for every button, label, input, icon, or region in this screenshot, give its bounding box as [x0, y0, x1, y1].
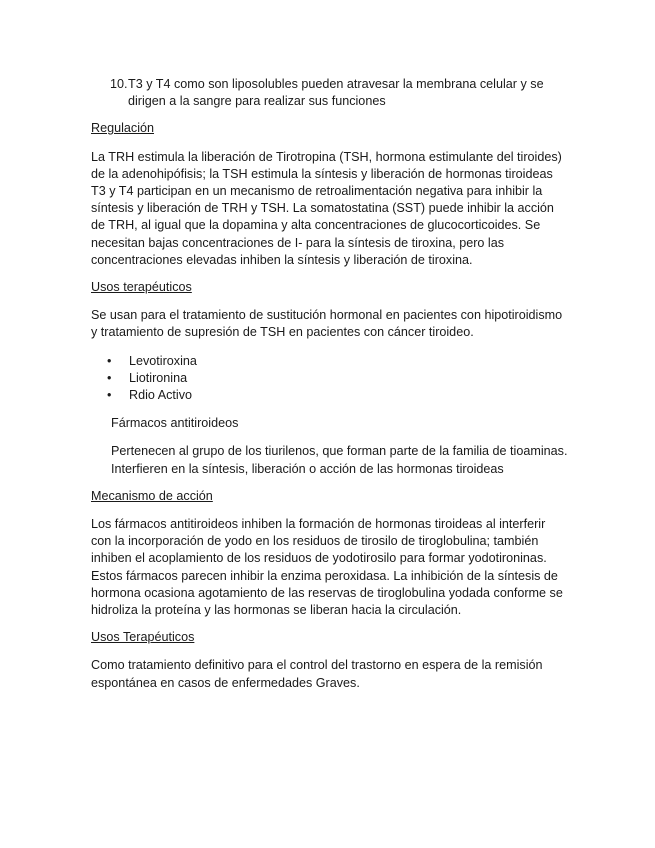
item-text: T3 y T4 como son liposolubles pueden atravesar la membrana celular y se dirigen a la sangre para realizar sus funciones — [128, 77, 544, 109]
subtitle-farmacos-antitiroideos: Fármacos antitiroideos — [111, 416, 239, 431]
heading-mecanismo-de-accion: Mecanismo de acción — [91, 488, 213, 503]
paragraph-mecanismo-de-accion: Los fármacos antitiroideos inhiben la formación de hormonas tiroideas al interferir con la incorporación de yodo en los residuos de tirosilo de tiroglobulina; también inhiben el acoplamiento de los residuos de yodotirosilo para formar yodotironinas. Estos fármacos parecen inhibir la enzima peroxidasa. La inhibición de la síntesis de hormona ocasiona agotamiento de las reservas de tiroglobulina yodada conforme se hidroliza la proteína y las hormonas se liberan hacia la circulación. — [91, 517, 563, 618]
drug-list — [91, 353, 569, 405]
item-number: 10. — [110, 77, 128, 91]
list-item — [107, 353, 569, 370]
heading-usos-terapeuticos-2: Usos Terapéuticos — [91, 630, 195, 645]
list-item — [107, 387, 569, 404]
list-item-label: Rdio Activo — [129, 388, 192, 403]
paragraph-regulacion: La TRH estimula la liberación de Tirotropina (TSH, hormona estimulante del tiroides) de la adenohipófisis; la TSH estimula la síntesis y liberación de hormonas tiroideas T3 y T4 participan en un mecanismo de retroalimentación negativa para inhibir la síntesis y liberación de TRH y TSH. La somatostatina (SST) puede inhibir la acción de TRH, al igual que la dopamina y alta concentraciones de glucocorticoides. Se necesitan bajas concentraciones de I- para la síntesis de tiroxina, pero las concentraciones elevadas inhiben la síntesis y liberación de tiroxina. — [91, 149, 562, 267]
paragraph-usos-terapeuticos: Se usan para el tratamiento de sustitución hormonal en pacientes con hipotiroidismo y tratamiento de supresión de TSH en pacientes con cáncer tiroideo. — [91, 308, 563, 340]
numbered-item-10 — [110, 76, 569, 110]
list-item-label: Liotironina — [129, 370, 188, 385]
bullet-icon: • — [107, 370, 112, 385]
paragraph-farmacos-antitiroideos: Pertenecen al grupo de los tiurilenos, que forman parte de la familia de tioaminas. Interfieren en la síntesis, liberación o acción de las hormonas tiroideas — [111, 444, 568, 476]
paragraph-usos-terapeuticos-2: Como tratamiento definitivo para el control del trastorno en espera de la remisión espontánea en casos de enfermedades Graves. — [91, 658, 543, 690]
heading-usos-terapeuticos: Usos terapéuticos — [91, 280, 192, 295]
bullet-icon: • — [107, 353, 112, 368]
document-content — [91, 76, 569, 692]
list-item — [107, 370, 569, 387]
bullet-icon: • — [107, 388, 112, 403]
heading-regulacion: Regulación — [91, 121, 155, 136]
list-item-label: Levotiroxina — [129, 353, 197, 368]
